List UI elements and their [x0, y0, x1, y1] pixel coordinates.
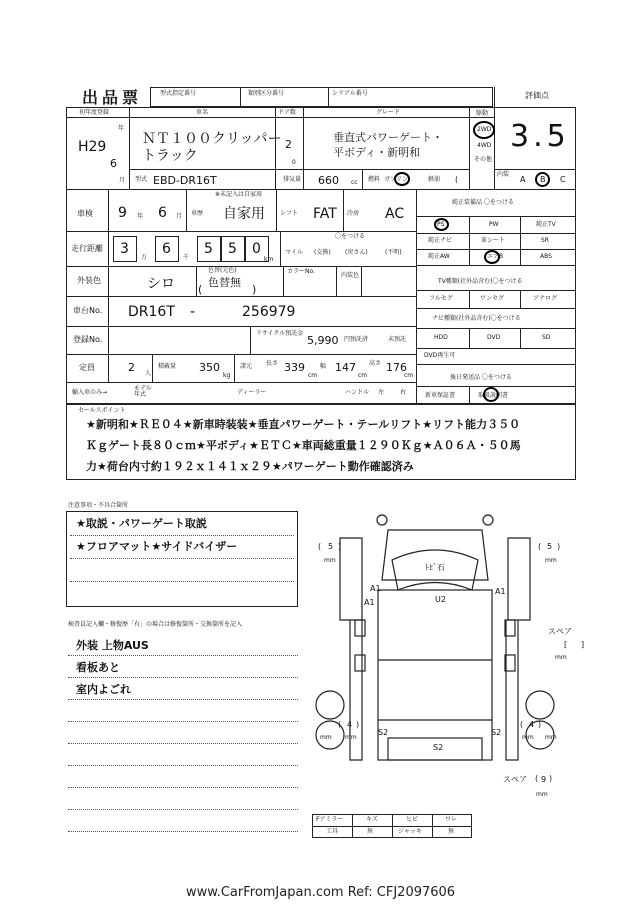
airbag-circle [484, 250, 500, 264]
height-label: 高さ [369, 360, 382, 367]
inspection-year-unit: 年 [137, 213, 144, 220]
a1-left-lower: A1 [364, 598, 375, 607]
length-value: 339 [284, 361, 305, 374]
displacement-value: 660 [318, 174, 339, 187]
legend-none1: 無 [367, 828, 374, 835]
handle-left: 左 [378, 389, 385, 396]
color-change-label: 色替(元色) [208, 267, 237, 274]
color-change-value: 色替無 [208, 276, 241, 289]
hdd-label: HDD [434, 334, 448, 341]
first-reg-year: H29 [78, 139, 107, 155]
manual-label: 取扱説明書 [478, 392, 509, 399]
model-name-line2: トラック [142, 148, 198, 164]
mileage-digit-2: 6 [162, 241, 171, 257]
man-unit: 万 [141, 254, 148, 261]
use-value: 自家用 [223, 206, 265, 222]
year-unit: 年 [118, 125, 125, 132]
color-no-label: カラーNo. [287, 268, 315, 275]
front-right-tire-depth: 5 [547, 542, 553, 551]
docs-title: 後日発送品 〇をつける [450, 374, 512, 381]
sd-label: SD [542, 334, 551, 341]
notes-label: 注意事項・不具合箇所 [68, 502, 129, 509]
cm-unit-height: cm [404, 372, 414, 379]
front-left-tire-depth: 5 [328, 542, 334, 551]
exchange-label: (交換) [314, 249, 331, 256]
type-no-label: 型式指定番号 [160, 90, 197, 97]
first-reg-label: 初年度登録 [79, 109, 110, 116]
displacement-label: 排気量 [283, 176, 302, 183]
grade-line2: 平ボディ・新明和 [333, 146, 421, 159]
ps-circle [434, 218, 449, 231]
grade-line1: 垂直式パワーゲート・ [333, 131, 443, 144]
overall-score: 3.5 [510, 119, 570, 154]
dims-label: 諸元 [240, 363, 253, 370]
rear-left-tire-depth: 4 [347, 720, 353, 729]
capacity-unit: 人 [145, 370, 152, 377]
genuine-title: 純正装備品 〇をつける [452, 199, 514, 206]
interior-b-circle [535, 172, 550, 187]
capacity-label: 定員 [79, 363, 95, 372]
legend-none2: 無 [448, 828, 455, 835]
mile-label: マイル [285, 249, 303, 256]
navi-title: ナビ種類(社外品含む)〇をつける [432, 315, 521, 322]
load-label: 積載量 [158, 363, 177, 370]
mm-front-left: mm [324, 557, 336, 564]
month-unit: 月 [119, 177, 126, 184]
fuel-value: ガソリン [384, 176, 409, 183]
width-label: 幅 [320, 363, 327, 370]
import-label: 輸入車のみ→ [72, 389, 108, 396]
notes-line2: ★フロアマット★サイドバイザー [76, 540, 238, 553]
cm-unit-length: cm [308, 372, 318, 379]
legend-tool: 工具 [326, 828, 339, 835]
one-seg-label: ワンセグ [480, 295, 505, 302]
genuine-navi-label: 純正ナビ [428, 237, 453, 244]
stone-chip: ﾄﾋﾞ石 [425, 563, 445, 572]
chassis-dash: - [190, 304, 196, 320]
spare-label: スペア [548, 627, 572, 636]
displacement-unit: cc [351, 179, 358, 186]
mileage-digit-5: 0 [252, 241, 261, 257]
airbag-label: エアB [487, 253, 504, 260]
color-value: シロ [147, 276, 175, 292]
recycle-label: リサイクル預託金 [256, 330, 304, 337]
inspection-year: 9 [118, 205, 127, 221]
mileage-label: 走行距離 [71, 244, 103, 253]
interior-a: A [520, 175, 526, 184]
mm-rear-right: mm [522, 734, 534, 741]
mm-front-right: mm [545, 557, 557, 564]
tv-title: TV種類(社外品含む)〇をつける [438, 278, 523, 285]
deposit-paid: 円預託済 [344, 336, 369, 343]
full-seg-label: フルセグ [429, 295, 453, 302]
legend-window-a: Fアミラー [316, 816, 344, 823]
mm-rear-left-outer: mm [320, 734, 332, 741]
legend-breakage: ワレ [445, 816, 458, 823]
ac-label: 冷房 [347, 210, 360, 217]
load-unit: kg [223, 372, 231, 379]
ps-label: PS [437, 221, 445, 228]
sales-line3: 力★荷台内寸約１９２ｘ１４１ｘ２９★パワーゲート動作確認済み [86, 460, 414, 473]
sales-line1: ★新明和★ＲＥ０４★新車時装装★垂直パワーゲート・テールリフト★リフト能力３５０ [86, 418, 521, 431]
inspection-label: 車検 [77, 209, 93, 218]
capacity-value: 2 [128, 361, 135, 374]
inspector-line1: 外装 上物AUS [76, 639, 149, 652]
light-oil-label: 軽油 [428, 176, 441, 183]
sales-label: セールスポイント [78, 407, 126, 414]
s2-right: S2 [491, 728, 502, 737]
u2-mark: U2 [435, 595, 446, 604]
cm-unit-width: cm [358, 372, 368, 379]
km-unit: km [264, 256, 274, 263]
model-label: 車名 [196, 109, 209, 116]
spare-label-bottom: スペア [503, 775, 527, 784]
vehicle-damage-diagram [300, 510, 570, 810]
pw-label: PW [489, 221, 499, 228]
fuel-label: 燃料 [368, 176, 381, 183]
dvd-label: DVD [487, 334, 501, 341]
s2-bottom: S2 [433, 743, 444, 752]
doors-value: 2 [285, 138, 292, 151]
dealer-label: ディーラー [237, 389, 267, 396]
handle-label: ハンドル [345, 389, 370, 396]
inspection-month-unit: 月 [176, 213, 183, 220]
mileage-digit-4: 5 [228, 241, 237, 257]
sales-line2: Ｋｇゲート長８０ｃｍ★平ボディ★ＥＴＣ★車両総重量１２９０Ｋｇ★Ａ０６Ａ・５０馬 [86, 439, 521, 452]
serial-no-label: シリアル番号 [332, 90, 368, 97]
interior-c: C [560, 175, 566, 184]
use-label: 車歴 [191, 210, 204, 217]
doors-label: ドア数 [278, 109, 296, 116]
grade-label: グレード [376, 109, 401, 116]
color-label: 外装色 [77, 276, 101, 285]
reg-no-label: 登録No. [73, 335, 103, 344]
height-value: 176 [386, 361, 407, 374]
unknown-label: (不明) [385, 249, 402, 256]
s2-left: S2 [378, 728, 389, 737]
form-title: 出品票 [82, 88, 143, 107]
mileage-digit-3: 5 [204, 241, 213, 257]
recycle-value: 5,990 [307, 334, 339, 347]
chassis-number: 256979 [242, 304, 296, 320]
shift-label: シフト [280, 210, 299, 217]
legend-crack: ヒビ [406, 816, 419, 823]
handle-right: 右 [400, 389, 407, 396]
interior-b: B [540, 175, 546, 184]
drive-4wd: 4WD [477, 142, 492, 149]
spare-bottom-value: 9 [541, 775, 547, 784]
genuine-aw-label: 純正AW [428, 253, 450, 260]
history-note: ※未記入は自家用 [215, 191, 263, 198]
a1-right: A1 [495, 587, 506, 596]
analog-label: アナログ [533, 295, 558, 302]
mm-spare: mm [555, 654, 567, 661]
mm-rear-left: mm [345, 734, 357, 741]
inspector-line2: 看板あと [76, 661, 120, 674]
legend-scratch: キズ [366, 816, 378, 823]
width-value: 147 [335, 361, 356, 374]
meter-back-label: (戻さん) [345, 249, 368, 256]
first-reg-month: 6 [110, 157, 117, 170]
leather-seat-label: 革シート [481, 237, 506, 244]
drive-label: 駆動 [476, 110, 489, 117]
type-label: 型式 [135, 176, 148, 183]
rear-right-tire-depth: 4 [529, 720, 535, 729]
sr-label: SR [541, 237, 549, 244]
doors-sub: 0 [292, 159, 296, 166]
mile-circle-note: 〇をつける [335, 233, 366, 240]
footer-watermark: www.CarFromJapan.com Ref: CFJ2097606 [186, 885, 456, 900]
legend-jack: ジャッキ [398, 828, 422, 835]
mileage-digit-1: 3 [120, 241, 129, 257]
shift-value: FAT [313, 206, 337, 222]
mm-rear-right-outer: mm [545, 734, 557, 741]
new-warranty-label: 新車保証書 [425, 392, 456, 399]
dvd-player-label: DVD再生可 [424, 352, 456, 359]
score-label: 評価点 [525, 91, 549, 100]
ac-value: AC [385, 206, 405, 222]
drive-2wd: 2WD [477, 126, 492, 133]
inspection-month: 6 [158, 205, 167, 221]
length-label: 長さ [266, 360, 279, 367]
a1-left: A1 [370, 584, 381, 593]
class-no-label: 類別区分番号 [248, 90, 285, 97]
drive-2wd-circle [473, 121, 495, 139]
model-name-line1: ＮＴ１００クリッパー [142, 131, 282, 147]
genuine-tv-label: 純正TV [536, 221, 556, 228]
mm-spare-bottom: mm [536, 791, 548, 798]
model-year-label: モデル年式 [134, 385, 152, 398]
inspector-line3: 室内よごれ [76, 683, 131, 696]
chassis-prefix: DR16T [128, 304, 175, 320]
inspector-label: 検査員記入欄・修復歴「有」の場合は修復箇所・交換箇所を記入 [68, 621, 243, 628]
interior-color-label: 内装色 [341, 272, 360, 279]
drive-other: その他 [474, 156, 493, 163]
manual-circle [483, 387, 499, 402]
type-value: EBD-DR16T [153, 174, 217, 187]
abs-label: ABS [540, 253, 552, 260]
sen-unit: 千 [183, 254, 190, 261]
fuel-paren: ( [455, 175, 459, 184]
header-id-boxes [150, 87, 493, 107]
notes-line1: ★取説・パワーゲート取説 [76, 517, 207, 530]
interior-label: 内装 [497, 171, 510, 178]
load-value: 350 [199, 361, 220, 374]
deposit-unpaid: 未預託 [388, 336, 407, 343]
fuel-circle [394, 172, 410, 186]
chassis-label: 車台No. [73, 306, 103, 315]
